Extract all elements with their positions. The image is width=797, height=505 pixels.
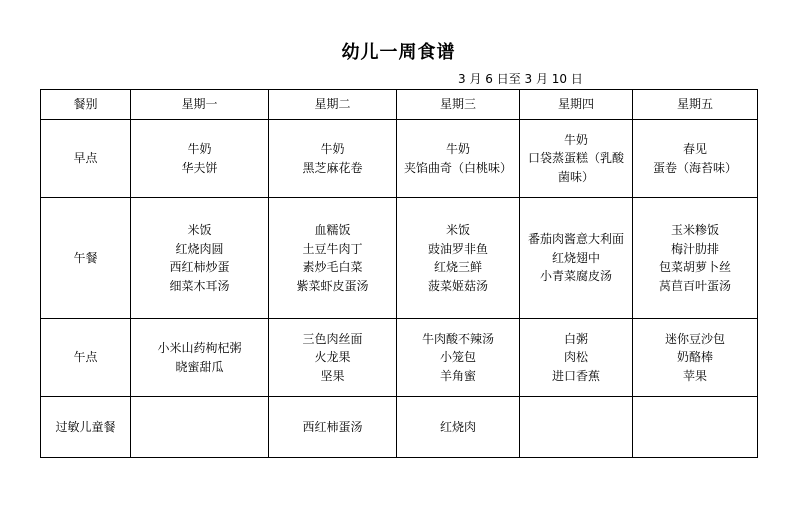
- dish: 紫菜虾皮蛋汤: [296, 278, 369, 293]
- menu-table: [40, 89, 758, 458]
- dish: 蛋卷（海苔味）: [652, 160, 737, 175]
- dish: 血糯饭: [314, 223, 351, 237]
- dish: 牛奶: [563, 132, 588, 147]
- dish: 红烧肉: [439, 419, 476, 434]
- cell-snack-tue: [269, 319, 397, 397]
- dish: 晓蜜甜瓜: [175, 359, 224, 374]
- dish: 西红柿蛋汤: [302, 419, 363, 434]
- dish: 牛肉酸不辣汤: [421, 331, 494, 346]
- dish: 玉米糁饭: [670, 223, 719, 237]
- dish: 奶酪棒: [676, 350, 713, 365]
- date-range: 3 月 6 日至 3 月 10 日: [458, 72, 583, 86]
- cell-breakfast-mon: [131, 120, 269, 198]
- cell-snack-wed: [397, 319, 520, 397]
- row-allergy: [41, 397, 758, 458]
- dish: 小青菜腐皮汤: [539, 269, 612, 284]
- dish: 菠菜姬菇汤: [427, 278, 488, 293]
- cell-snack-thu: [520, 319, 633, 397]
- dish: 米饭: [187, 223, 212, 237]
- dish: 火龙果: [314, 350, 351, 365]
- dish: 肉松: [563, 350, 588, 365]
- header-day-mon: 星期一: [131, 90, 269, 120]
- cell-allergy-tue: [269, 397, 397, 458]
- dish: 红烧三鲜: [433, 260, 482, 274]
- dish: 米饭: [445, 223, 470, 237]
- dish: 小米山药枸杞粥: [157, 341, 242, 355]
- dish: 进口香蕉: [551, 368, 600, 383]
- cell-breakfast-thu: [520, 120, 633, 198]
- dish: 豉油罗非鱼: [427, 241, 488, 256]
- header-meal: 餐别: [41, 90, 131, 120]
- dish: 白粥: [563, 331, 588, 346]
- dish: 西红柿炒蛋: [169, 260, 230, 274]
- cell-lunch-fri: [633, 198, 758, 319]
- dish: 口袋蒸蛋糕（乳酸: [527, 151, 624, 166]
- cell-allergy-thu: [520, 397, 633, 458]
- cell-lunch-tue: [269, 198, 397, 319]
- dish: 华夫饼: [181, 160, 218, 175]
- cell-breakfast-tue: [269, 120, 397, 198]
- meal-label-snack: 午点: [41, 319, 131, 397]
- dish: 牛奶: [187, 142, 212, 156]
- dish: 夹馅曲奇（白桃味）: [403, 160, 512, 175]
- header-day-wed: 星期三: [397, 90, 520, 120]
- dish: 土豆牛肉丁: [302, 241, 363, 256]
- header-day-fri: 星期五: [633, 90, 758, 120]
- dish: 迷你豆沙包: [664, 331, 725, 346]
- dish: 包菜胡萝卜丝: [658, 260, 731, 274]
- cell-snack-mon: [131, 319, 269, 397]
- cell-allergy-fri: [633, 397, 758, 458]
- dish: 菌味）: [557, 169, 594, 184]
- dish: 坚果: [320, 368, 345, 383]
- cell-breakfast-fri: [633, 120, 758, 198]
- dish: 莴苣百叶蛋汤: [658, 278, 731, 293]
- dish: 红烧肉圆: [175, 241, 224, 256]
- dish: 细菜木耳汤: [169, 278, 230, 293]
- dish: 黑芝麻花卷: [302, 160, 363, 175]
- dish: 苹果: [682, 368, 707, 383]
- cell-lunch-mon: [131, 198, 269, 319]
- cell-allergy-wed: [397, 397, 520, 458]
- dish: 红烧翅中: [551, 250, 600, 265]
- page-title: 幼儿一周食谱: [341, 42, 456, 63]
- cell-breakfast-wed: [397, 120, 520, 198]
- header-row: [41, 90, 758, 120]
- row-snack: [41, 319, 758, 397]
- dish: 素炒毛白菜: [302, 260, 363, 274]
- cell-lunch-wed: [397, 198, 520, 319]
- meal-label-lunch: 午餐: [41, 198, 131, 319]
- dish: 梅汁肋排: [670, 241, 719, 256]
- dish: 羊角蜜: [439, 368, 476, 383]
- cell-snack-fri: [633, 319, 758, 397]
- row-breakfast: [41, 120, 758, 198]
- meal-label-allergy: 过敏儿童餐: [41, 397, 131, 458]
- meal-label-breakfast: 早点: [41, 120, 131, 198]
- header-day-thu: 星期四: [520, 90, 633, 120]
- cell-allergy-mon: [131, 397, 269, 458]
- dish: 春见: [682, 142, 707, 156]
- header-day-tue: 星期二: [269, 90, 397, 120]
- dish: 番茄肉酱意大利面: [527, 232, 624, 247]
- dish: 小笼包: [439, 350, 476, 365]
- dish: 牛奶: [445, 142, 470, 156]
- row-lunch: [41, 198, 758, 319]
- dish: 三色肉丝面: [302, 331, 363, 346]
- dish: 牛奶: [320, 142, 345, 156]
- cell-lunch-thu: [520, 198, 633, 319]
